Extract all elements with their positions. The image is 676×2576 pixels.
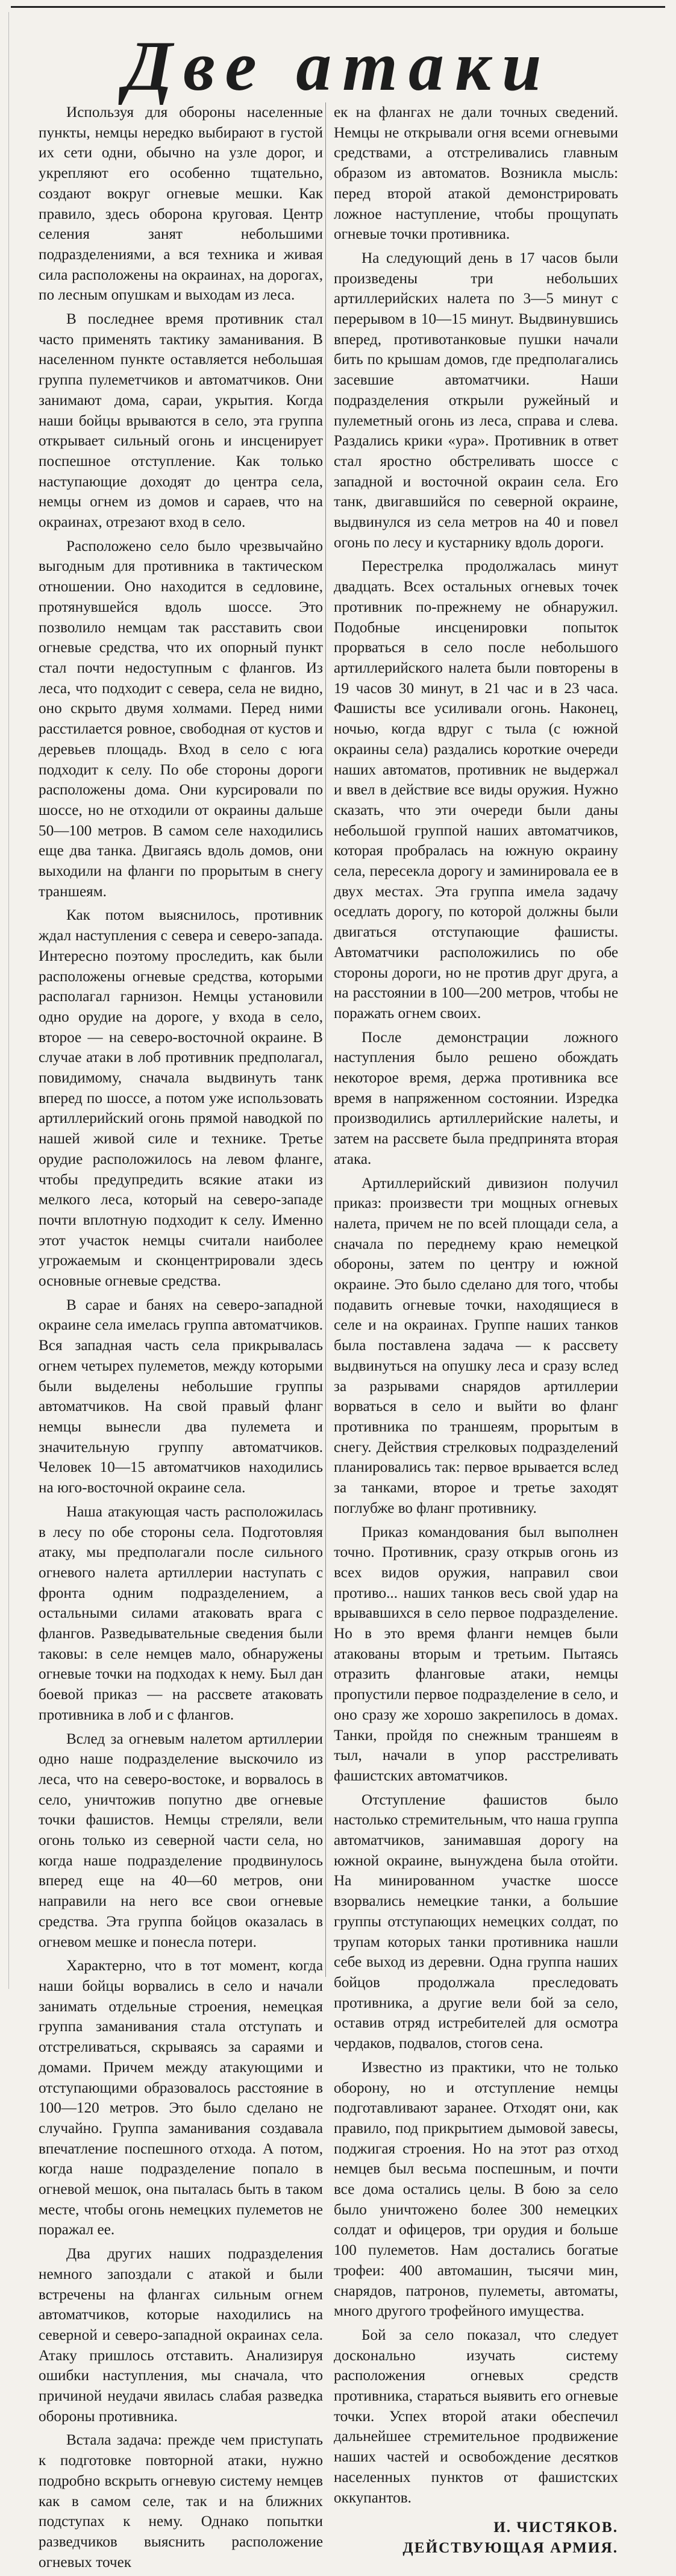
adjacent-column-edge (0, 12, 9, 1989)
paragraph: Приказ командования был выполнен точно. Противник, сразу открыв огонь из всех видов оружия, направил свои противо... наших танков весь свой удар на врывавшихся в село первое подразделение. Но в это время фланги немцев были атакованы вторым и третьим. Пытаясь отразить фланговые атаки, немцы пропустили первое подразделение в село, и оно сразу же хорошо закрепилось в домах. Танки, пройдя по снежным траншеям в тыл, начали в упор расстреливать фашистских автоматчиков. (334, 1524, 618, 1784)
paragraph: В последнее время противник стал часто применять тактику заманивания. В населенном пункте оставляется небольшая группа пулеметчиков и автоматчиков. Они занимают дома, сараи, укрытия. Когда наши бойцы врываются в село, эта группа открывает сильный огонь и инсценирует поспешное отступление. Как только наступающие доходят до центра села, немцы огнем из домов и сараев, что на окраинах, отрезают вход в село. (39, 311, 323, 531)
dateline-location: ДЕЙСТВУЮЩАЯ АРМИЯ. (402, 2539, 618, 2556)
paragraph: Наша атакующая часть расположилась в лесу по обе стороны села. Подготовляя атаку, мы предполагали после сильного огневого налета артиллерии наступать с фронта одним подразделением, а остальными силами атаковать врага с флангов. Разведывательные сведения были таковы: в селе немцев мало, обнаружены огневые точки на подходах к нему. Был дан боевой приказ — на рассвете атаковать противника в лоб и с флангов. (39, 1503, 323, 1723)
paragraph: Используя для обороны населенные пункты, немцы нередко выбирают в густой их сети одни, обычно на узле дорог, и укрепляют его особенно тщательно, создают вокруг огневые мешки. Как правило, здесь оборона круговая. Центр селения занят небольшими подразделениями, а вся техника и живая сила расположены на окраинах, на дорогах, по лесным опушкам и выходам из леса. (39, 104, 323, 304)
article-title: Две атаки (124, 27, 552, 105)
paragraph: ек на флангах не дали точных сведений. Немцы не открывали огня всеми огневыми средствами, а отстреливались главным образом из автоматов. Возникла мысль: перед второй атакой демонстрировать ложное наступление, чтобы прощупать огневые точки противника. (334, 104, 618, 243)
top-rule (11, 6, 665, 8)
paragraph: Как потом выяснилось, противник ждал наступления с севера и северо-запада. Интересно поэтому проследить, как были расположены огневые средства, которыми располагал гарнизон. Немцы установили одно орудие на дороге, у входа в село, второе — на северо-восточной окраине. В случае атаки в лоб противник предполагал, повидимому, сначала выдвинуть танк вперед по шоссе, а потом уже использовать артиллерийский огонь прямой наводкой по нашей живой силе и технике. Третье орудие расположилось на левом фланге, чтобы предупредить всякие атаки из мелкого леса, который на северо-западе почти вплотную подходит к селу. Именно этот участок немцы считали наиболее угрожаемым и сконцентрировали здесь основные огневые средства. (39, 907, 323, 1290)
paragraph: После демонстрации ложного наступления было решено обождать некоторое время, держа противника все время в напряженном состоянии. Изредка производились артиллерийские налеты, и затем на рассвете была предпринята вторая атака. (334, 1029, 618, 1167)
right-column (334, 102, 618, 2559)
paragraph: Два других наших подразделения немного запоздали с атакой и были встречены на флангах сильным огнем автоматчиков, которые находились на северной и северо-западной окраинах села. Атаку пришлось отставить. Анализируя ошибки наступления, мы сначала, что причиной неудачи явилась слабая разведка обороны противника. (39, 2246, 323, 2425)
left-column (39, 102, 323, 2576)
paragraph: Бой за село показал, что следует досконально изучать систему расположения огневых средств противника, стараться выявить его огневые точки. Успех второй атаки обеспечил дальнейшее стремительное продвижение наших частей и освобождение десятков населенных пунктов от фашистских оккупантов. (334, 2326, 618, 2506)
paragraph: Вслед за огневым налетом артиллерии одно наше подразделение выскочило из леса, что на северо-востоке, и ворвалось в село, уничтожив попутно две огневые точки фашистов. Немцы стреляли, вели огонь только из северной части села, но когда наше подразделение продвинулось вперед еще на 40—60 метров, они направили на него все свои огневые средства. Эта группа бойцов оказалась в огневом мешке и понесла потери. (39, 1730, 323, 1950)
paragraph: Известно из практики, что не только оборону, но и отступление немцы подготавливают заранее. Отходят они, как правило, под прикрытием дымовой завесы, поджигая строения. Но на этот раз отход немцев был весьма поспешным, и почти все дома остались целы. В бою за село было уничтожено более 300 немецких солдат и офицеров, три орудия и больше 100 пулеметов. Нам достались богатые трофеи: 400 автомашин, тысячи мин, снарядов, патронов, пулеметы, автоматы, много другого трофейного имущества. (334, 2059, 618, 2320)
paragraph: Артиллерийский дивизион получил приказ: произвести три мощных огневых налета, причем не по всей площади села, а сначала по переднему краю немецкой обороны, затем по центру и южной окраине. Это было сделано для того, чтобы подавить огневые точки, находящиеся в селе и на окраинах. Группе наших танков была поставлена задача — к рассвету выдвинуться на опушку леса и сразу вслед за разрывами снарядов артиллерии ворваться в село и выйти во фланг противника по траншеям, прорытым в снегу. Действия стрелковых подразделений планировались так: первое врывается вслед за танками, второе и третье заходят поглубже во фланг противнику. (334, 1175, 618, 1516)
author-signature: И. ЧИСТЯКОВ. (493, 2519, 618, 2536)
paragraph: На следующий день в 17 часов были произведены три небольших артиллерийских налета по 3—5 минут с перерывом в 10—15 минут. Выдвинувшись вперед, противотанковые пушки начали бить по крышам домов, где предполагались засевшие автоматчики. Наши подразделения открыли ружейный и пулеметный огонь из леса, справа и слева. Раздались крики «ура». Противник в ответ стал яростно обстреливать шоссе с западной и восточной окраин села. Его танк, двигавшийся по северной окраине, выдвинулся из села метров на 40 и повел огонь по лесу и кустарнику вдоль дороги. (334, 250, 618, 551)
paragraph: Расположено село было чрезвычайно выгодным для противника в тактическом отношении. Оно находится в седловине, протянувшейся вдоль шоссе. Это позволило немцам так расставить свои огневые средства, что их опорный пункт стал почти недоступным с флангов. Из леса, что подходит с севера, села не видно, оно скрыто двумя холмами. Перед ними расстилается ровное, свободная от кустов и деревьев площадь. Вход в село с юга подходит к селу. По обе стороны дороги расположены дома. Они курсировали по шоссе, но не отходили от окраины дальше 50—100 метров. В самом селе находились еще два танка. Двигаясь вдоль домов, они выходили на фланги по прорытым в снегу траншеям. (39, 538, 323, 900)
paragraph: Отступление фашистов было настолько стремительным, что наша группа автоматчиков, занимавшая дорогу на южной окраине, вынуждена была отойти. На минированном участке шоссе взорвались немецкие танки, а большие группы отступающих немецких солдат, по трупам которых танки противника нашли себе выход из деревни. Одна группа наших бойцов продолжала преследовать противника, а другие вели бой за село, оставив отряд истребителей для осмотра чердаков, подвалов, стогов сена. (334, 1791, 618, 2052)
paragraph: Характерно, что в тот момент, когда наши бойцы ворвались в село и начали занимать отдельные строения, немецкая группа заманивания стала отступать и отстреливаться, скрываясь за сараями и домами. Причем между атакующими и отступающими образовалось расстояние в 100—120 метров. Это было сделано не случайно. Группа заманивания создавала впечатление поспешного отхода. А потом, когда наше подразделение попало в огневой мешок, она пыталась быть в таком месте, чтобы огонь немецких пулеметов не поражал ее. (39, 1958, 323, 2238)
paragraph: Встала задача: прежде чем приступать к подготовке повторной атаки, нужно подробно вскрыть огневую систему немцев как в самом селе, так и на ближних подступах к нему. Однако попытки разведчиков выяснить расположение огневых точек (39, 2432, 323, 2571)
paragraph: В сарае и банях на северо-западной окраине села имелась группа автоматчиков. Вся западная часть села прикрывалась огнем четырех пулеметов, между которыми были выделены небольшие группы автоматчиков. На свой правый фланг немцы вынесли два пулемета и значительную группу автоматчиков. Человек 10—15 автоматчиков находились на юго-восточной окраине села. (39, 1296, 323, 1497)
paragraph: Перестрелка продолжалась минут двадцать. Всех остальных огневых точек противник по-прежнему не обнаружил. Подобные инсценировки попыток прорваться в село после небольшого артиллерийского налета были повторены в 19 часов 30 минут, в 21 час и в 23 часа. Фашисты все усиливали огонь. Наконец, ночью, когда вдруг с тыла (с южной окраины села) раздались короткие очереди наших автоматов, противник не выдержал и ввел в действие все виды оружия. Нужно сказать, что эти очереди были даны небольшой группой наших автоматчиков, которая пробралась на южную окраину села, пересекла дорогу и заминировала ее в двух местах. Эта группа имела задачу оседлать дорогу, по которой должны были двигаться отступающие фашисты. Автоматчики расположились по обе стороны дороги, но не против друг друга, а на расстоянии в 100—200 метров, чтобы не поражать огнем своих. (334, 558, 618, 1022)
column-divider (325, 102, 326, 1977)
